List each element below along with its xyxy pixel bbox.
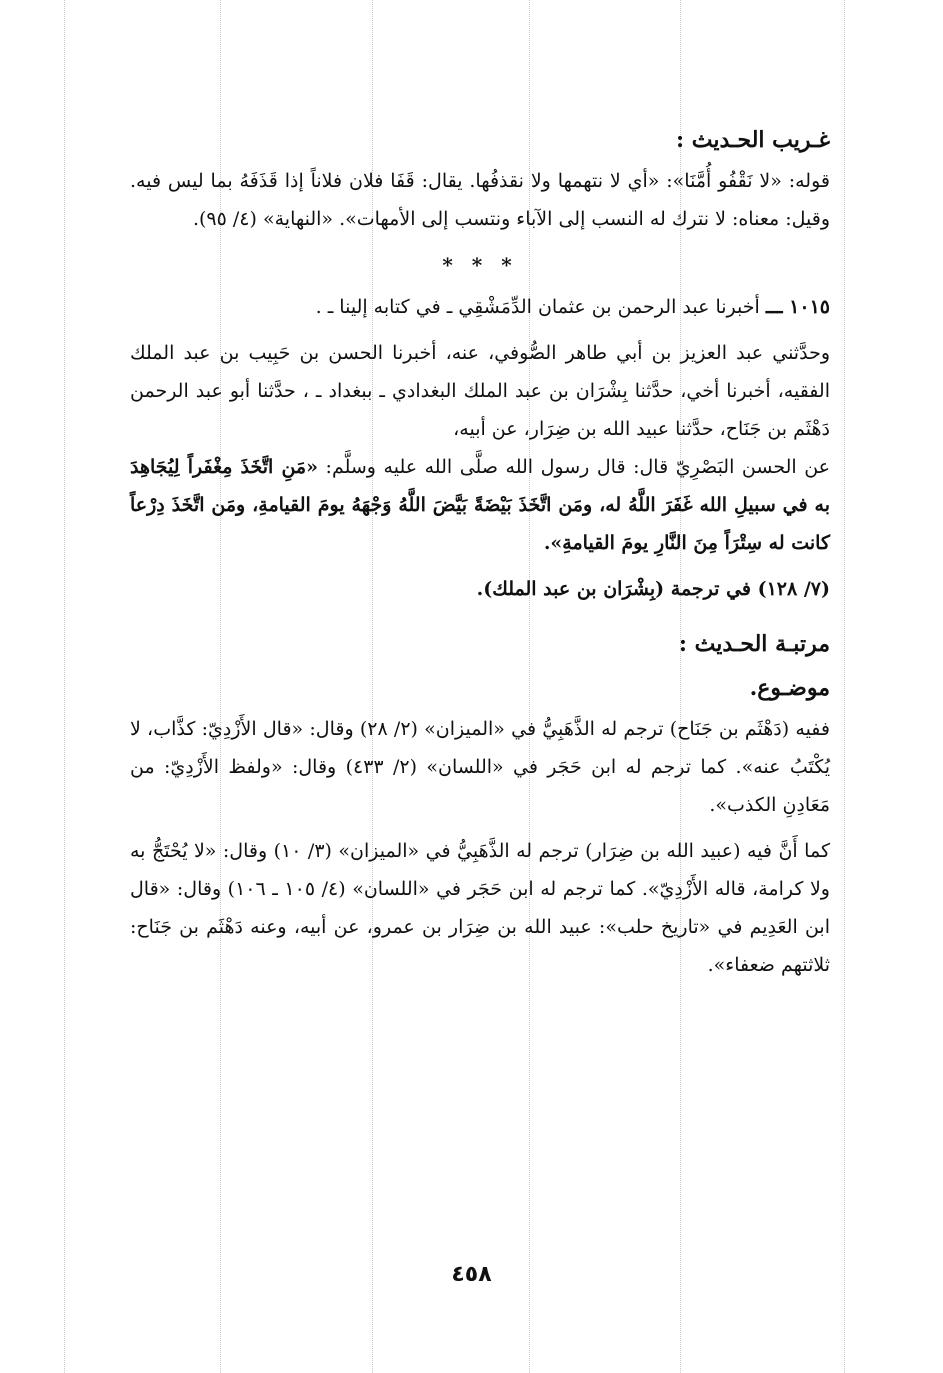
hadith-first-line: أخبرنا عبد الرحمن بن عثمان الدِّمَشْقِي ـ في كتابه إلينا ـ . bbox=[315, 296, 760, 318]
margin-guide bbox=[64, 0, 65, 1373]
hadith-isnad: وحدَّثني عبد العزيز بن أبي طاهر الصُّوفي، عنه، أخبرنا الحسن بن حَبِيب بن عبد الملك الفقيه، أخبرنا أخي، حدَّثنا بِشْرَان بن عبد الملك البغدادي ـ ببغداد ـ ، حدَّثنا أبو عبد الرحمن دَهْثَم بن جَنَاح، حدَّثنا عبيد الله بن ضِرَار، عن أبيه، bbox=[130, 342, 830, 440]
section-separator: * * * bbox=[442, 253, 518, 277]
hadith-matn-intro: عن الحسن البَصْرِيّ قال: قال رسول الله صلَّى الله عليه وسلَّم: bbox=[325, 456, 831, 478]
gharib-paragraph: قوله: «لا نَقْفُو أُمَّنَا»: «أي لا نتهمها ولا نقذفُها. يقال: قَفَا فلان فلاناً إذا قَذَفَهُ بما ليس فيه. وقيل: معناه: لا نترك له النسب إلى الآباء ونتسب إلى الأمهات». «النهاية» (٤/ ٩٥). bbox=[130, 170, 830, 230]
hadith-matn-paragraph bbox=[130, 448, 830, 562]
rutba-verdict: موضـوع. bbox=[749, 675, 830, 701]
hadith-number: ١٠١٥ ـــ bbox=[765, 296, 830, 318]
page-number: ٤٥٨ bbox=[451, 1262, 492, 1287]
rutba-paragraph-2: كما أَنَّ فيه (عبيد الله بن ضِرَار) ترجم له الذَّهَبِيُّ في «الميزان» (٣/ ١٠) وقال: «لا يُحْتَجُّ به ولا كرامة، قاله الأَزْدِيّ». كما ترجم له ابن حَجَر في «اللسان» (٤/ ١٠٥ ـ ١٠٦) وقال: «قال ابن العَدِيم في «تاريخ حلب»: عبيد الله بن ضِرَار بن عمرو، عن أبيه، وعنه دَهْثَم بن جَنَاح: ثلاثتهم ضعفاء». bbox=[130, 840, 830, 976]
hadith-heading-line bbox=[130, 288, 830, 326]
margin-guide bbox=[844, 0, 845, 1373]
hadith-matn: «مَنِ اتَّخَذَ مِغْفَراً لِيُجَاهِدَ به في سبيلِ الله غَفَرَ اللَّهُ له، ومَن اتَّخَذَ بَيْضَةً بَيَّضَ اللَّهُ وَجْهَهُ يومَ القيامةِ، ومَن اتَّخَذَ دِرْعاً كانت له سِتْرَاً مِنَ النَّارِ يومَ القيامةِ». bbox=[130, 456, 830, 554]
rutba-heading: مرتبـة الحـديث : bbox=[678, 631, 830, 657]
hadith-source: (٧/ ١٢٨) في ترجمة (بِشْرَان بن عبد الملك). bbox=[476, 578, 830, 600]
gharib-heading: غـريب الحـديث : bbox=[676, 127, 830, 153]
rutba-paragraph-1: ففيه (دَهْثَم بن جَنَاح) ترجم له الذَّهَبِيُّ في «الميزان» (٢/ ٢٨) وقال: «قال الأَزْدِيّ: كذَّاب، لا يُكْتَبُ عنه». كما ترجم له ابن حَجَر في «اللسان» (٢/ ٤٣٣) وقال: «ولفظ الأَزْدِيّ: من مَعَادِنِ الكذب». bbox=[130, 718, 830, 816]
page-text bbox=[130, 118, 830, 984]
